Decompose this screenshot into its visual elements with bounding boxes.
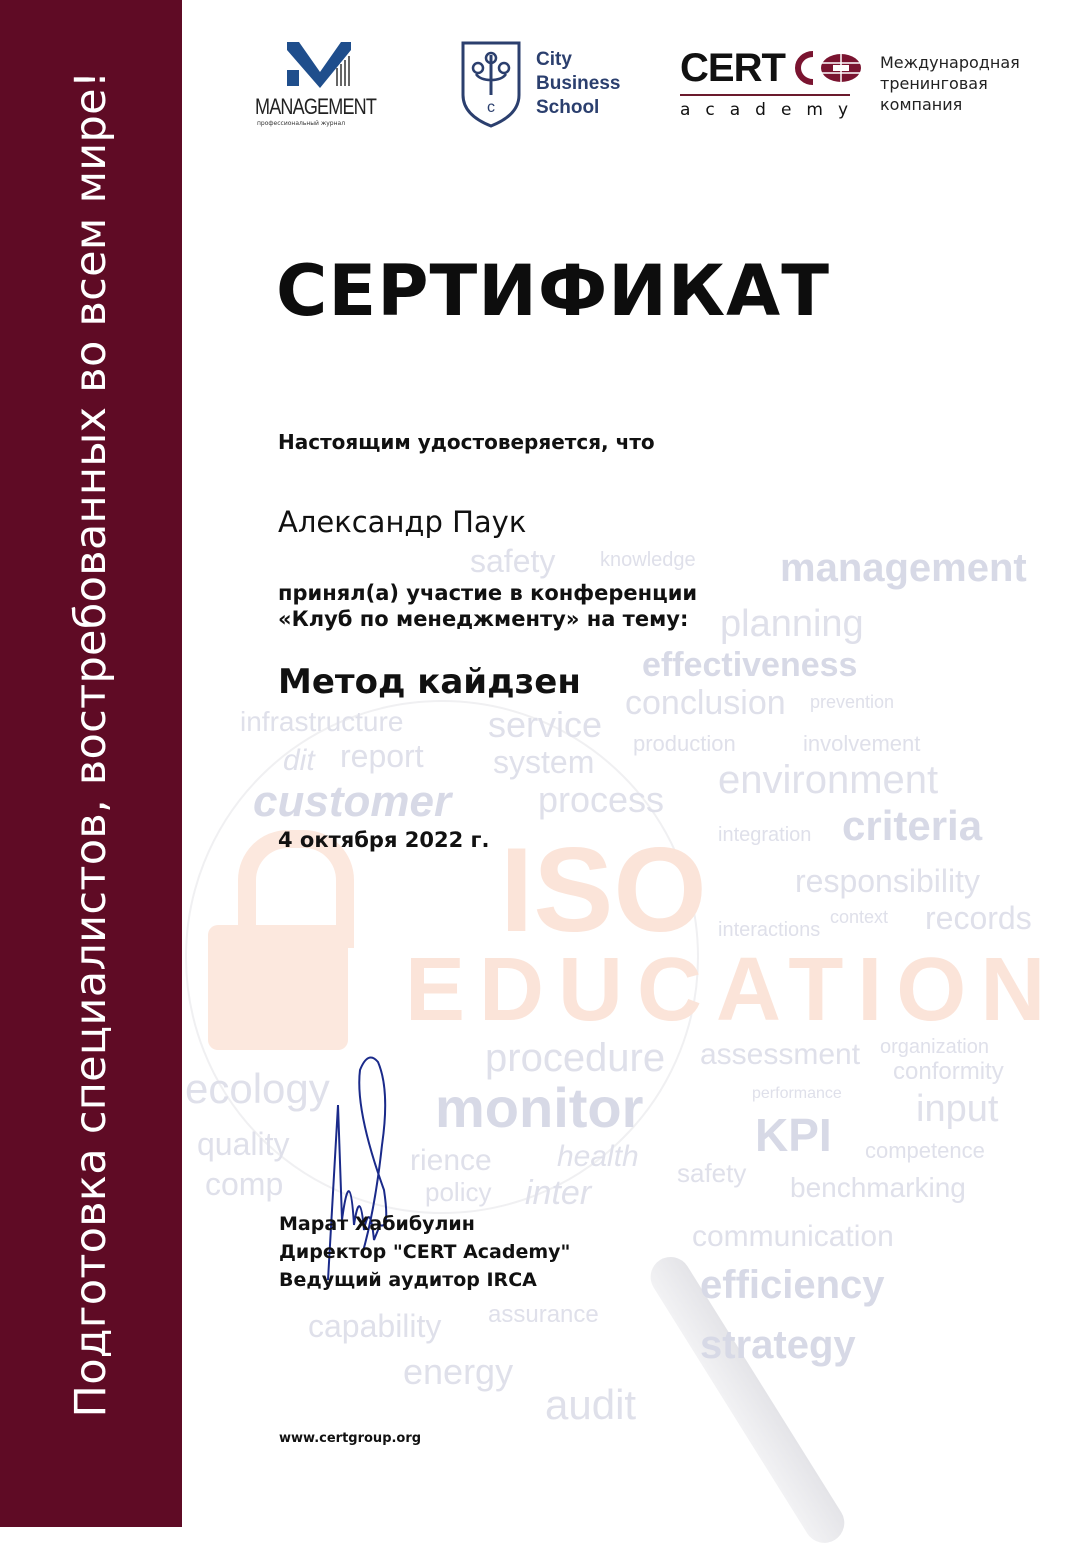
watermark-word: health (557, 1140, 639, 1173)
certificate-intro: Настоящим удостоверяется, что (278, 430, 655, 454)
watermark-word: prevention (810, 692, 895, 712)
management-m-icon (285, 40, 355, 92)
watermark-word: inter (525, 1174, 592, 1212)
watermark-word: input (916, 1088, 999, 1130)
watermark-word: context (830, 907, 889, 927)
watermark-word: benchmarking (790, 1172, 966, 1203)
tagline-line: Международная (880, 53, 1020, 72)
signer-name: Марат Хабибулин (279, 1213, 475, 1235)
watermark-education: EDUCATION (405, 940, 1060, 1040)
watermark-word: management (780, 546, 1027, 590)
watermark-word: assurance (488, 1301, 599, 1328)
cert-word: CERT (680, 46, 785, 90)
certificate-title: СЕРТИФИКАТ (276, 250, 830, 332)
watermark-word: organization (880, 1036, 989, 1058)
watermark-word: energy (403, 1351, 514, 1392)
watermark-word: safety (470, 543, 556, 579)
watermark-word: performance (752, 1085, 842, 1102)
watermark-word: knowledge (600, 549, 696, 571)
watermark-word: competence (865, 1138, 985, 1163)
tagline-line: тренинговая (880, 74, 988, 93)
watermark-word: monitor (435, 1076, 644, 1139)
topic-title: Метод кайдзен (278, 662, 581, 702)
watermark-word: responsibility (795, 863, 980, 899)
watermark-word: system (493, 744, 595, 780)
watermark-word: records (925, 900, 1032, 936)
certificate-date: 4 октября 2022 г. (278, 828, 490, 852)
watermark-word: report (340, 738, 424, 774)
watermark-word: planning (720, 603, 864, 645)
watermark-word: comp (205, 1166, 284, 1202)
participation-line: «Клуб по менеджменту» на тему: (278, 607, 689, 631)
shield-letter: c (487, 99, 495, 116)
tagline-line: компания (880, 95, 963, 114)
watermark-iso: ISO (500, 823, 707, 957)
recipient-name: Александр Паук (278, 505, 527, 539)
watermark-word: ecology (185, 1065, 330, 1112)
signer-position: Директор "CERT Academy" (279, 1241, 571, 1263)
watermark-word: production (633, 731, 736, 756)
watermark-word: strategy (700, 1323, 856, 1367)
cbs-line: Business (536, 73, 621, 94)
participation-line: принял(а) участие в конференции (278, 581, 698, 605)
watermark-word: process (538, 779, 665, 820)
sidebar-slogan: Подготовка специалистов, востребованных во всем мире! (66, 70, 116, 1418)
watermark-word: assessment (700, 1038, 861, 1071)
globe-icon (793, 51, 865, 85)
watermark-word: customer (253, 777, 452, 826)
watermark-word: safety (677, 1158, 747, 1188)
cert-academy-word: academy (680, 100, 864, 120)
watermark-word: dit (283, 744, 315, 777)
participation-text (278, 580, 697, 632)
watermark-word: effectiveness (642, 646, 858, 684)
cbs-line: School (536, 97, 600, 118)
management-logo (255, 40, 385, 127)
watermark-word: involvement (803, 731, 921, 756)
watermark-word: environment (718, 758, 939, 802)
watermark-word: integration (718, 824, 812, 846)
watermark-word: quality (197, 1126, 290, 1162)
watermark-word: service (488, 704, 603, 745)
management-logo-word: MANAGEMENT (255, 94, 377, 119)
watermark-word: policy (425, 1177, 492, 1207)
cert-tagline (880, 52, 1020, 115)
watermark-word: infrastructure (240, 706, 404, 737)
watermark-word: rience (410, 1144, 492, 1177)
watermark-word: criteria (842, 802, 983, 849)
cbs-line: City (536, 49, 572, 70)
watermark-word: procedure (485, 1036, 666, 1080)
signer-role: Ведущий аудитор IRCA (279, 1269, 537, 1291)
watermark-word: communication (692, 1220, 894, 1253)
management-logo-subtitle: профессиональный журнал (257, 120, 346, 127)
watermark-word: audit (545, 1381, 637, 1428)
watermark-word: capability (308, 1308, 442, 1344)
cert-divider (680, 94, 850, 96)
watermark-word: conformity (893, 1058, 1004, 1085)
shield-tree-icon (460, 40, 522, 128)
signer-block (279, 1210, 570, 1294)
city-business-school-logo (460, 40, 620, 128)
watermark-word: conclusion (625, 684, 786, 722)
website-link[interactable]: www.certgroup.org (279, 1431, 422, 1446)
watermark-word: interactions (718, 919, 821, 941)
watermark-word: KPI (755, 1109, 832, 1161)
cert-academy-logo (680, 48, 865, 120)
watermark-word: efficiency (700, 1263, 885, 1307)
